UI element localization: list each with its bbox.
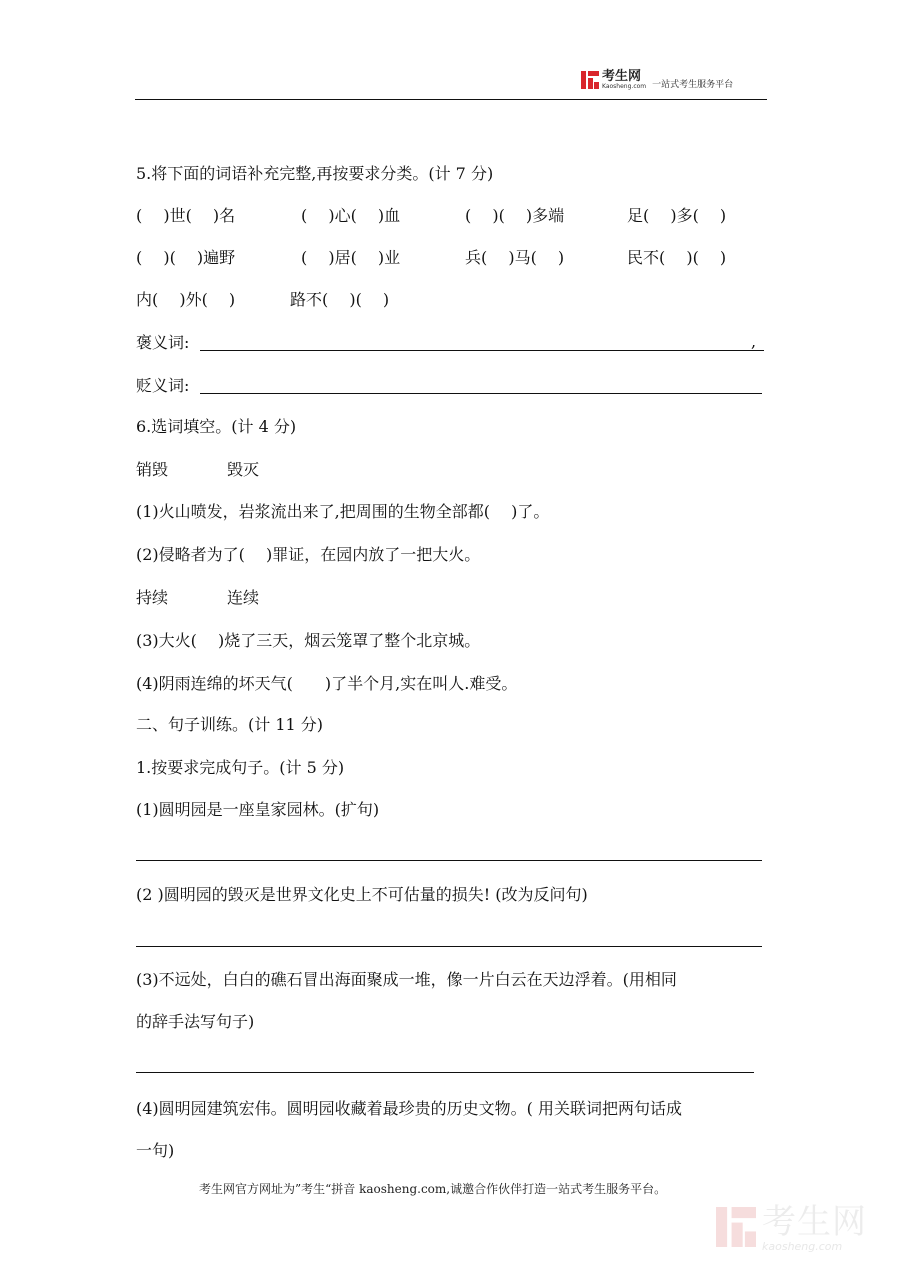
praise-answer-line[interactable] — [200, 350, 764, 351]
header-slogan: 一站式考生服务平台 — [652, 79, 734, 90]
q6-sentence-3: (3)大火( )烧了三天，烟云笼罩了整个北京城。 — [136, 631, 481, 650]
footer-text: 考生网官方网址为”考生“拼音 kaosheng.com,诚邀合作伙伴打造一站式考生服务平台。 — [199, 1182, 667, 1196]
section2-sentence-3-line1: (3)不远处，白白的礁石冒出海面聚成一堆，像一片白云在天边浮着。(用相同 — [136, 970, 677, 989]
watermark — [716, 1204, 867, 1253]
q6-word-3: 持续 — [136, 588, 169, 607]
q6-word-1: 销毁 — [136, 460, 169, 479]
header-divider — [135, 99, 767, 100]
q5-row1-item2: ( )心( )血 — [301, 206, 401, 225]
watermark-name: 考生网 — [762, 1202, 867, 1242]
watermark-logo-icon — [716, 1207, 756, 1251]
q5-row1-item3: ( )( )多端 — [465, 206, 565, 225]
praise-mark: , — [751, 332, 757, 351]
q5-row2-item3: 兵( )马( ) — [465, 248, 565, 267]
q6-sentence-4: (4)阴雨连绵的坏天气( )了半个月,实在叫人.难受。 — [136, 674, 518, 693]
section2-sentence-2: (2 )圆明园的毁灭是世界文化史上不可估量的损失! (改为反问句) — [136, 885, 588, 904]
q6-sentence-2: (2)侵略者为了( )罪证，在园内放了一把大火。 — [136, 545, 481, 564]
answer-line-2[interactable] — [136, 946, 762, 947]
q5-title: 5.将下面的词语补充完整,再按要求分类。(计 7 分) — [136, 164, 494, 183]
q6-sentence-1: (1)火山喷发，岩浆流出来了,把周围的生物全部都( )了。 — [136, 502, 550, 521]
section2-sentence-4-line2: 一句) — [136, 1141, 175, 1160]
q5-row1-item4: 足( )多( ) — [627, 206, 727, 225]
kaosheng-logo-icon — [581, 71, 599, 89]
q5-row3-item2: 路不( )( ) — [290, 290, 390, 309]
q6-word-4: 连续 — [227, 588, 260, 607]
section2-sentence-4-line1: (4)圆明园建筑宏伟。圆明园收藏着最珍贵的历史文物。( 用关联词把两句话成 — [136, 1099, 682, 1118]
section2-title: 二、句子训练。(计 11 分) — [136, 715, 324, 734]
q5-row2-item2: ( )居( )业 — [301, 248, 401, 267]
logo-domain: Kaosheng.com — [602, 83, 647, 90]
header-logo — [581, 70, 733, 90]
derog-answer-line[interactable] — [200, 393, 762, 394]
q5-row3-item1: 内( )外( ) — [136, 290, 236, 309]
q5-row2-item1: ( )( )遍野 — [136, 248, 236, 267]
answer-line-1[interactable] — [136, 860, 762, 861]
q5-row1-item1: ( )世( )名 — [136, 206, 236, 225]
section2-q1-title: 1.按要求完成句子。(计 5 分) — [136, 758, 345, 777]
answer-line-3[interactable] — [136, 1072, 754, 1073]
section2-sentence-1: (1)圆明园是一座皇家园林。(扩句) — [136, 800, 380, 819]
watermark-domain: kaosheng.com — [762, 1240, 843, 1253]
q6-title: 6.选词填空。(计 4 分) — [136, 417, 297, 436]
derog-label: 贬义词: — [136, 376, 190, 395]
q6-word-2: 毁灭 — [227, 460, 260, 479]
section2-sentence-3-line2: 的辞手法写句子) — [136, 1012, 255, 1031]
praise-label: 褒义词: — [136, 333, 190, 352]
logo-name: 考生网 — [602, 69, 642, 84]
q5-row2-item4: 民不( )( ) — [627, 248, 727, 267]
